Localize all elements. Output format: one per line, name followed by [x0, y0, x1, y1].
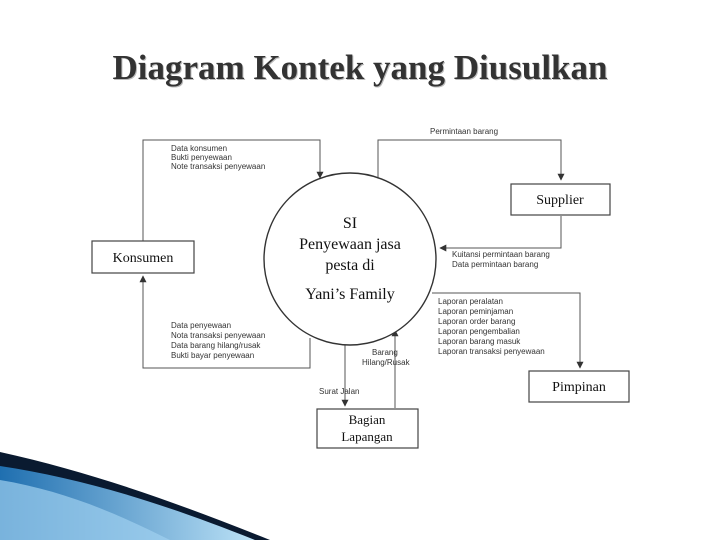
flow-line-si-supplier	[378, 140, 561, 183]
entity-pimpinan-label: Pimpinan	[552, 380, 606, 395]
process-line-1: SI	[342, 215, 358, 232]
flow-label: Laporan order barang	[438, 317, 516, 326]
flow-labels-si-lapangan	[319, 387, 359, 396]
flow-label: Surat Jalan	[319, 387, 360, 396]
entity-bagian-lapangan	[317, 409, 418, 448]
flow-label: Data permintaan barang	[452, 260, 539, 269]
entity-konsumen-label: Konsumen	[112, 251, 174, 266]
flow-labels-lapangan-si	[362, 348, 411, 367]
flow-label: Laporan peminjaman	[438, 307, 514, 316]
entity-konsumen	[92, 241, 194, 273]
flow-label: Laporan pengembalian	[438, 327, 520, 336]
flow-label: Barang	[372, 348, 398, 357]
flow-label: Laporan transaksi penyewaan	[438, 347, 545, 356]
flow-label: Laporan barang masuk	[438, 337, 521, 346]
flow-labels-si-konsumen	[171, 321, 265, 360]
flow-label: Hilang/Rusak	[362, 358, 410, 367]
process-line-3: pesta di	[325, 257, 375, 274]
flow-labels-konsumen-si	[171, 144, 265, 171]
flow-label: Data barang hilang/rusak	[171, 341, 261, 350]
flow-labels-si-supplier	[430, 127, 498, 136]
corner-swoosh-decoration	[0, 452, 270, 540]
flow-label: Data penyewaan	[171, 321, 232, 330]
process-si	[264, 173, 436, 345]
process-line-2: Penyewaan jasa	[299, 236, 401, 253]
process-line-4: Yani’s Family	[305, 286, 395, 303]
slide-title: Diagram Kontek yang Diusulkan	[112, 48, 608, 87]
flow-label: Bukti bayar penyewaan	[171, 351, 255, 360]
entity-supplier	[511, 184, 610, 215]
entity-supplier-label: Supplier	[536, 193, 584, 208]
entity-pimpinan	[529, 371, 629, 402]
flow-label: Bukti penyewaan	[171, 153, 232, 162]
flow-labels-si-pimpinan	[438, 297, 545, 356]
flow-label: Laporan peralatan	[438, 297, 503, 306]
flow-label: Kuitansi permintaan barang	[452, 250, 550, 259]
flow-label: Data konsumen	[171, 144, 228, 153]
flow-label: Permintaan barang	[430, 127, 499, 136]
flow-label: Note transaksi penyewaan	[171, 162, 266, 171]
flow-label: Nota transaksi penyewaan	[171, 331, 266, 340]
flow-line-supplier-si	[440, 216, 561, 248]
flow-labels-supplier-si	[452, 250, 550, 269]
entity-bagian-lapangan-line-1: Bagian	[348, 412, 386, 427]
entity-bagian-lapangan-line-2: Lapangan	[341, 429, 393, 444]
